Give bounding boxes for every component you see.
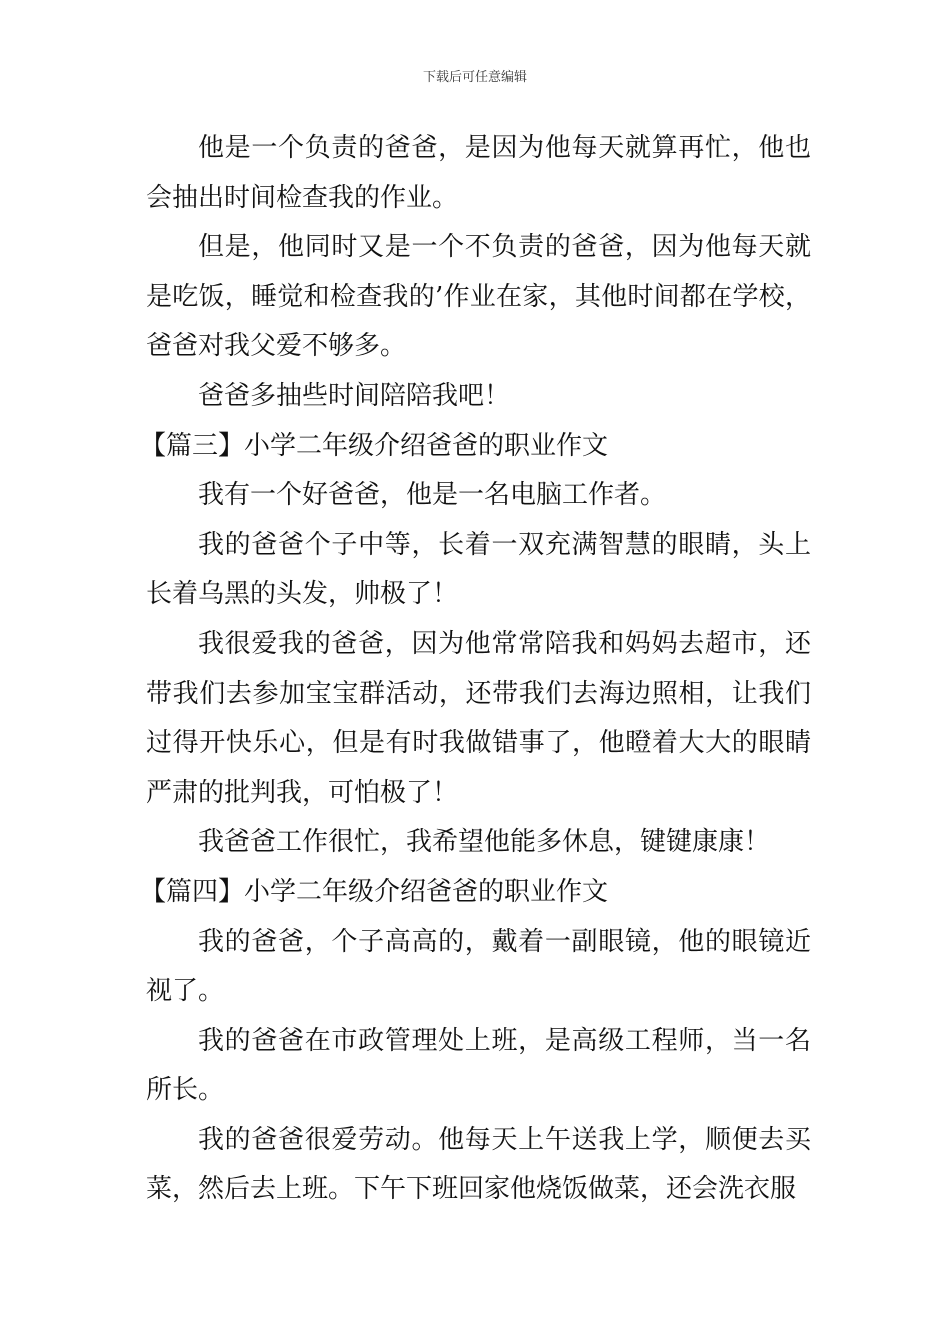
paragraph: 我有一个好爸爸，他是一名电脑工作者。 bbox=[198, 480, 667, 511]
paragraph: 我的爸爸很爱劳动。他每天上午送我上学，顺便去买菜，然后去上班。下午下班回家他烧饭做菜，还会洗衣服 bbox=[146, 1124, 811, 1205]
paragraph: 爸爸多抽些时间陪陪我吧！ bbox=[198, 380, 511, 411]
section-heading-4: 【篇四】小学二年级介绍爸爸的职业作文 bbox=[140, 876, 609, 907]
document-body bbox=[140, 124, 811, 1215]
paragraph: 我的爸爸在市政管理处上班，是高级工程师，当一名所长。 bbox=[146, 1025, 811, 1106]
page-header-note: 下载后可任意编辑 bbox=[422, 70, 527, 85]
paragraph: 但是，他同时又是一个不负责的爸爸，因为他每天就是吃饭，睡觉和检查我的’作业在家，其他时间都在学校，爸爸对我父爱不够多。 bbox=[146, 232, 811, 362]
paragraph: 我爸爸工作很忙，我希望他能多休息，键键康康！ bbox=[198, 827, 771, 858]
paragraph: 我很爱我的爸爸，因为他常常陪我和妈妈去超市，还带我们去参加宝宝群活动，还带我们去海边照相，让我们过得开快乐心，但是有时我做错事了，他瞪着大大的眼睛严肃的批判我，可怕极了！ bbox=[146, 628, 811, 808]
paragraph: 他是一个负责的爸爸，是因为他每天就算再忙，他也会抽出时间检查我的作业。 bbox=[146, 133, 811, 213]
paragraph: 我的爸爸，个子高高的，戴着一副眼镜，他的眼镜近视了。 bbox=[146, 926, 811, 1007]
paragraph: 我的爸爸个子中等，长着一双充满智慧的眼睛，头上长着乌黑的头发，帅极了！ bbox=[146, 529, 811, 610]
section-heading-3: 【篇三】小学二年级介绍爸爸的职业作文 bbox=[140, 430, 609, 461]
